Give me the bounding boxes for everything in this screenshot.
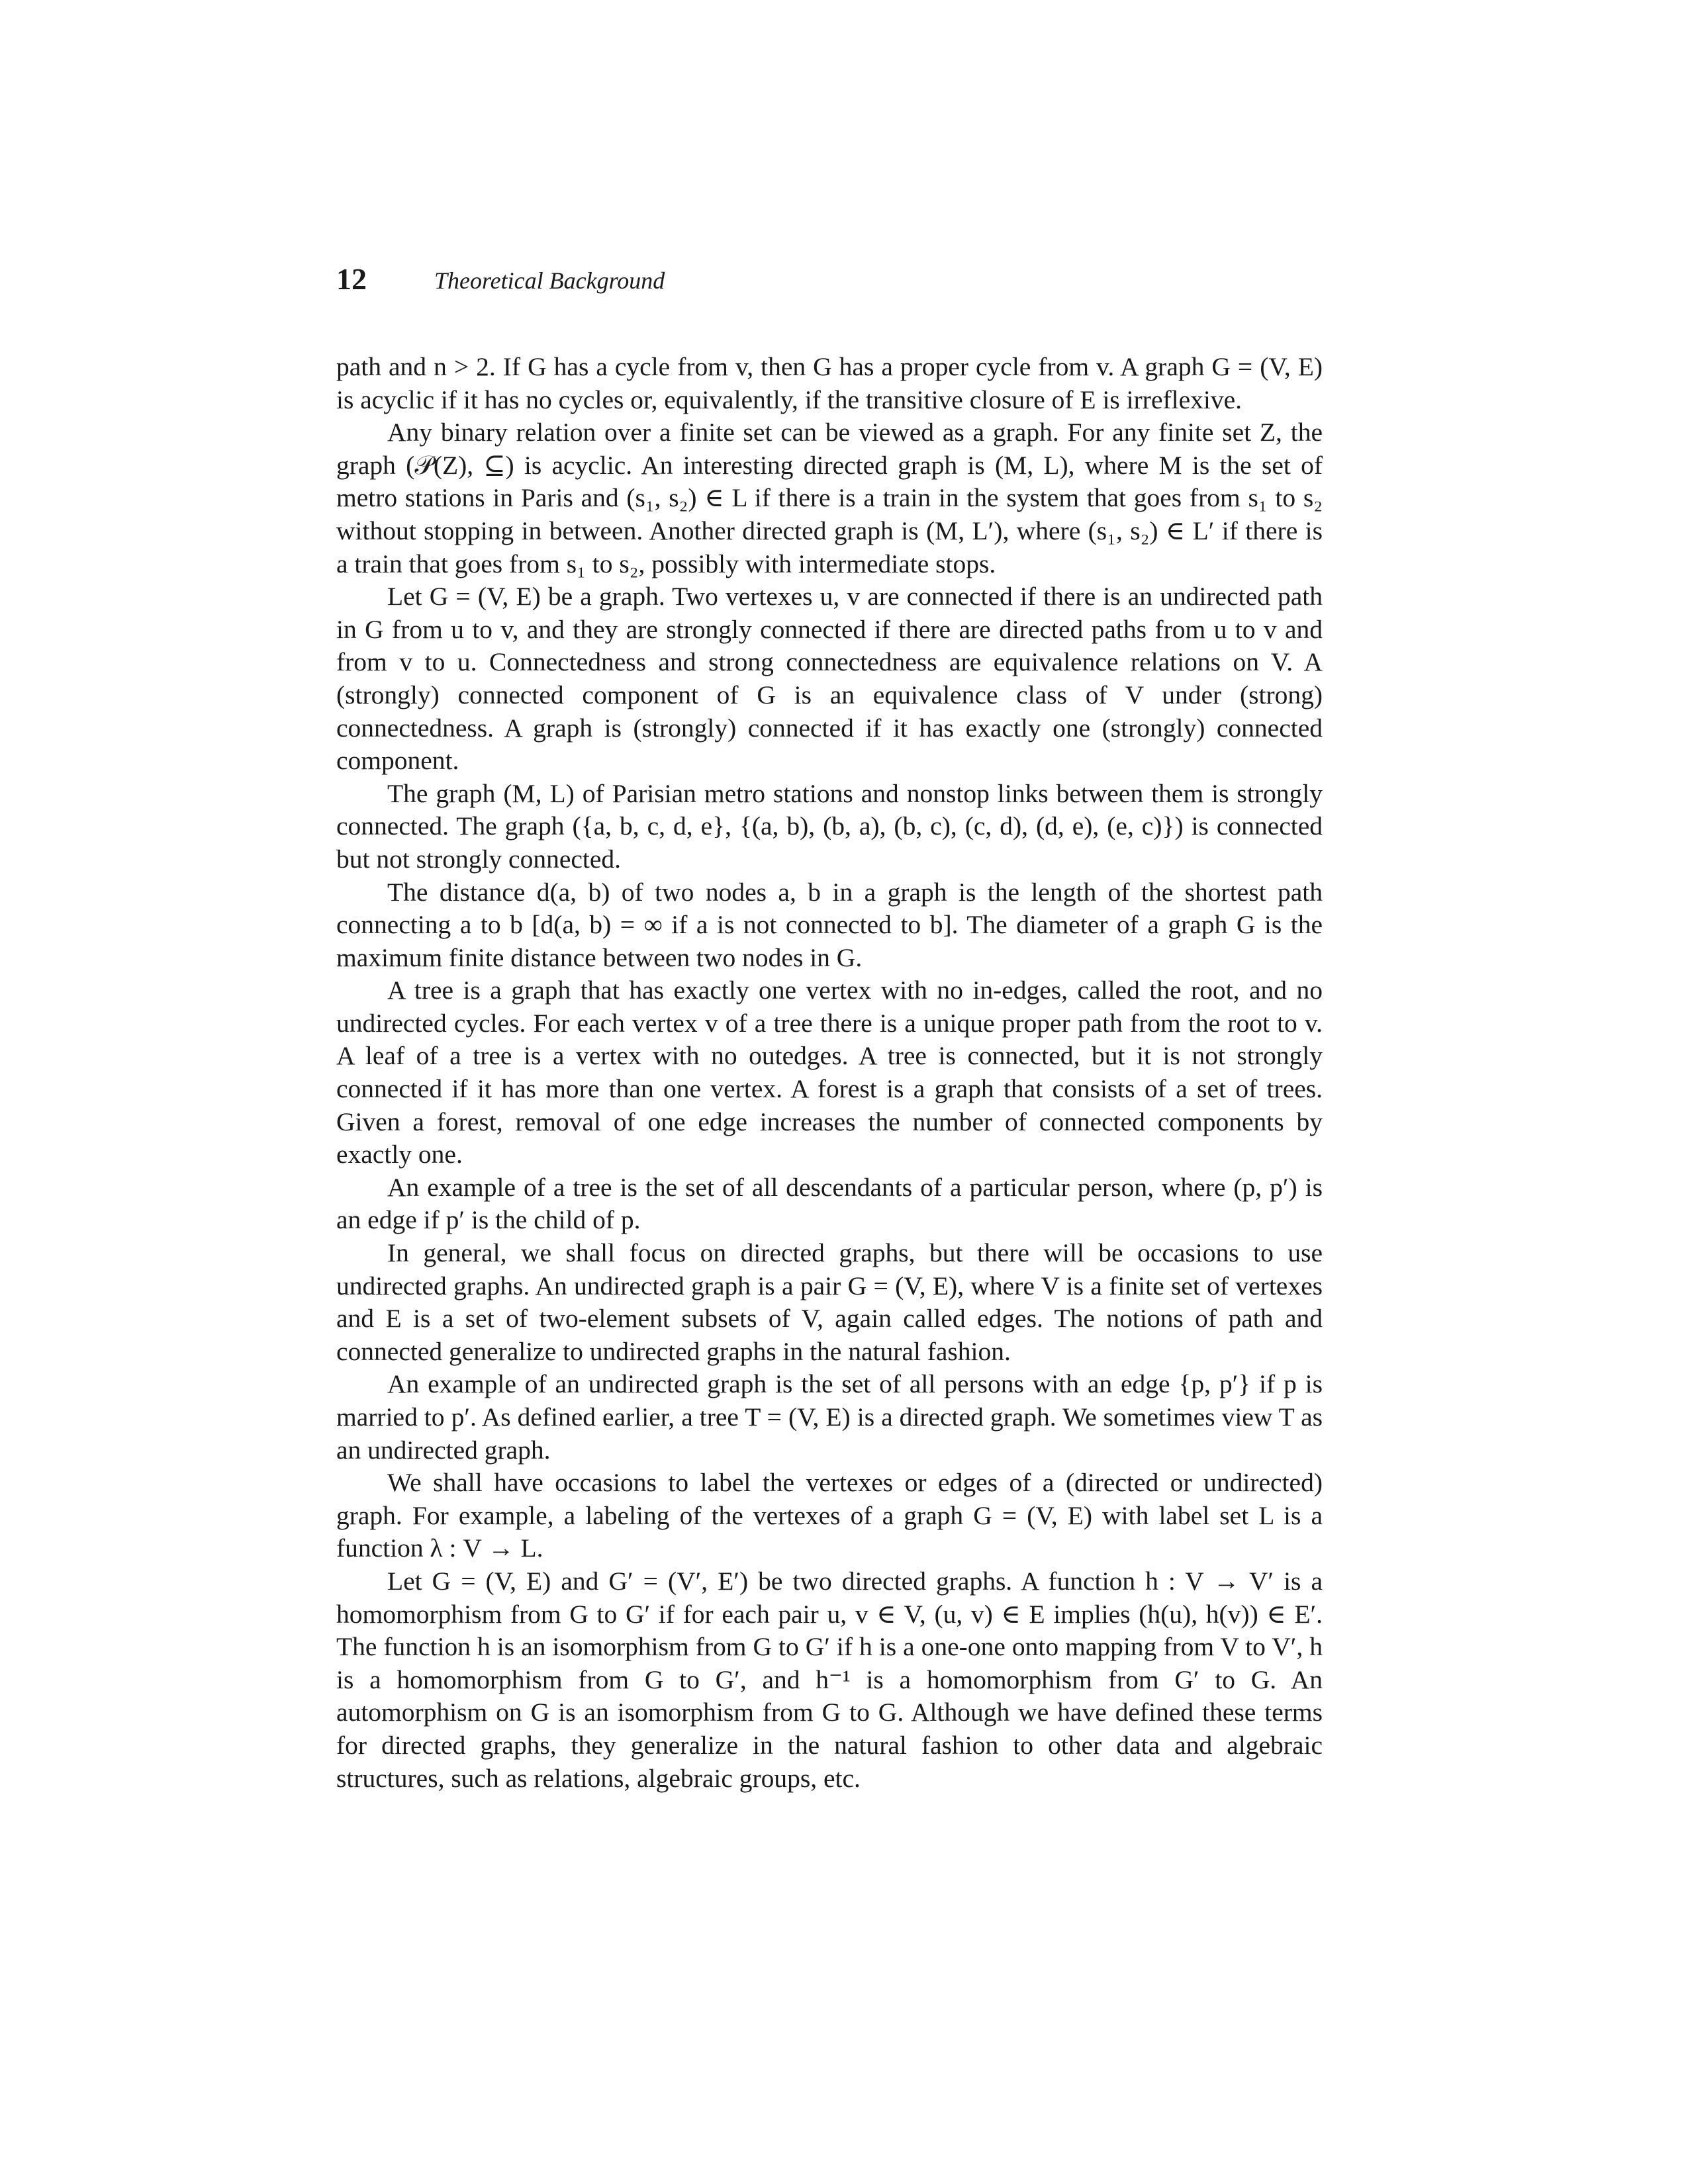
paragraph-tree: A tree is a graph that has exactly one vertex with no in-edges, called the root, and no undirected cycles. For each vertex v of a tree there is a unique proper path from the root to v. A leaf of a tree is a vertex with no outedges. A tree is connected, but it is not strongly connected if it has more than one vertex. A forest is a graph that consists of a set of trees. Given a forest, removal of one edge increases the number of connected components by exactly one. xyxy=(336,976,1323,1169)
paragraph-metro-example: The graph (M, L) of Parisian metro stations and nonstop links between them is strongly connected. The graph ({a, b, c, d, e}, {(a, b), (b, a), (b, c), (c, d), (d, e), (e, c)}) is connected but not strongly connected. xyxy=(336,778,1323,874)
paragraph-labeling: We shall have occasions to label the vertexes or edges of a (directed or undirected) graph. For example, a labeling of the vertexes of a graph G = (V, E) with label set L is a function λ : V → L. xyxy=(336,1468,1323,1563)
paragraph-tree-example: An example of a tree is the set of all descendants of a particular person, where (p, p′) is an edge if p′ is the child of p. xyxy=(336,1172,1323,1235)
paragraph-distance: The distance d(a, b) of two nodes a, b in a graph is the length of the shortest path connecting a to b [d(a, b) = ∞ if a is not connected to b]. The diameter of a graph G is the maximum finite distance between two nodes in G. xyxy=(336,877,1323,972)
paragraph-undirected-example: An example of an undirected graph is the set of all persons with an edge {p, p′} if p is married to p′. As defined earlier, a tree T = (V, E) is a directed graph. We sometimes view T as an undirected graph. xyxy=(336,1369,1323,1465)
paragraph-connected: Let G = (V, E) be a graph. Two vertexes u, v are connected if there is an undirected path in G from u to v, and they are strongly connected if there are directed paths from u to v and from v to u. Connectedness and strong connectedness are equivalence relations on V. A (strongly) connected component of G is an equivalence class of V under (strong) connectedness. A graph is (strongly) connected if it has exactly one (strongly) connected component. xyxy=(336,582,1323,776)
page-number: 12 xyxy=(336,262,367,296)
paragraph-homomorphism: Let G = (V, E) and G′ = (V′, E′) be two directed graphs. A function h : V → V′ is a homomorphism from G to G′ if for each pair u, v ∈ V, (u, v) ∈ E implies (h(u), h(v)) ∈ E′. The function h is an isomorphism from G to G′ if h is a one-one onto mapping from V to V′, h is a homomorphism from G to G′, and h⁻¹ is a homomorphism from G′ to G. An automorphism on G is an isomorphism from G to G. Although we have defined these terms for directed graphs, they generalize in the natural fashion to other data and algebraic structures, such as relations, algebraic groups, etc. xyxy=(336,1566,1323,1793)
paragraph-binary-relation: Any binary relation over a finite set can be viewed as a graph. For any finite set Z, the graph (𝒫(Z), ⊆) is acyclic. An interesting directed graph is (M, L), where M is the set of metro stations in Paris and (s₁, s₂) ∈ L if there is a train in the system that goes from s₁ to s₂ without stopping in between. Another directed graph is (M, L′), where (s₁, s₂) ∈ L′ if there is a train that goes from s₁ to s₂, possibly with intermediate stops. xyxy=(336,418,1323,578)
paragraph-undirected: In general, we shall focus on directed graphs, but there will be occasions to use undirected graphs. An undirected graph is a pair G = (V, E), where V is a finite set of vertexes and E is a set of two-element subsets of V, again called edges. The notions of path and connected generalize to undirected graphs in the natural fashion. xyxy=(336,1238,1323,1366)
paragraph-acyclic: path and n > 2. If G has a cycle from v, then G has a proper cycle from v. A graph G = (V, E) is acyclic if it has no cycles or, equivalently, if the transitive closure of E is irreflexive. xyxy=(336,352,1323,414)
page-header xyxy=(336,261,1329,301)
body-text xyxy=(336,351,1323,1795)
running-head: Theoretical Background xyxy=(434,267,665,294)
